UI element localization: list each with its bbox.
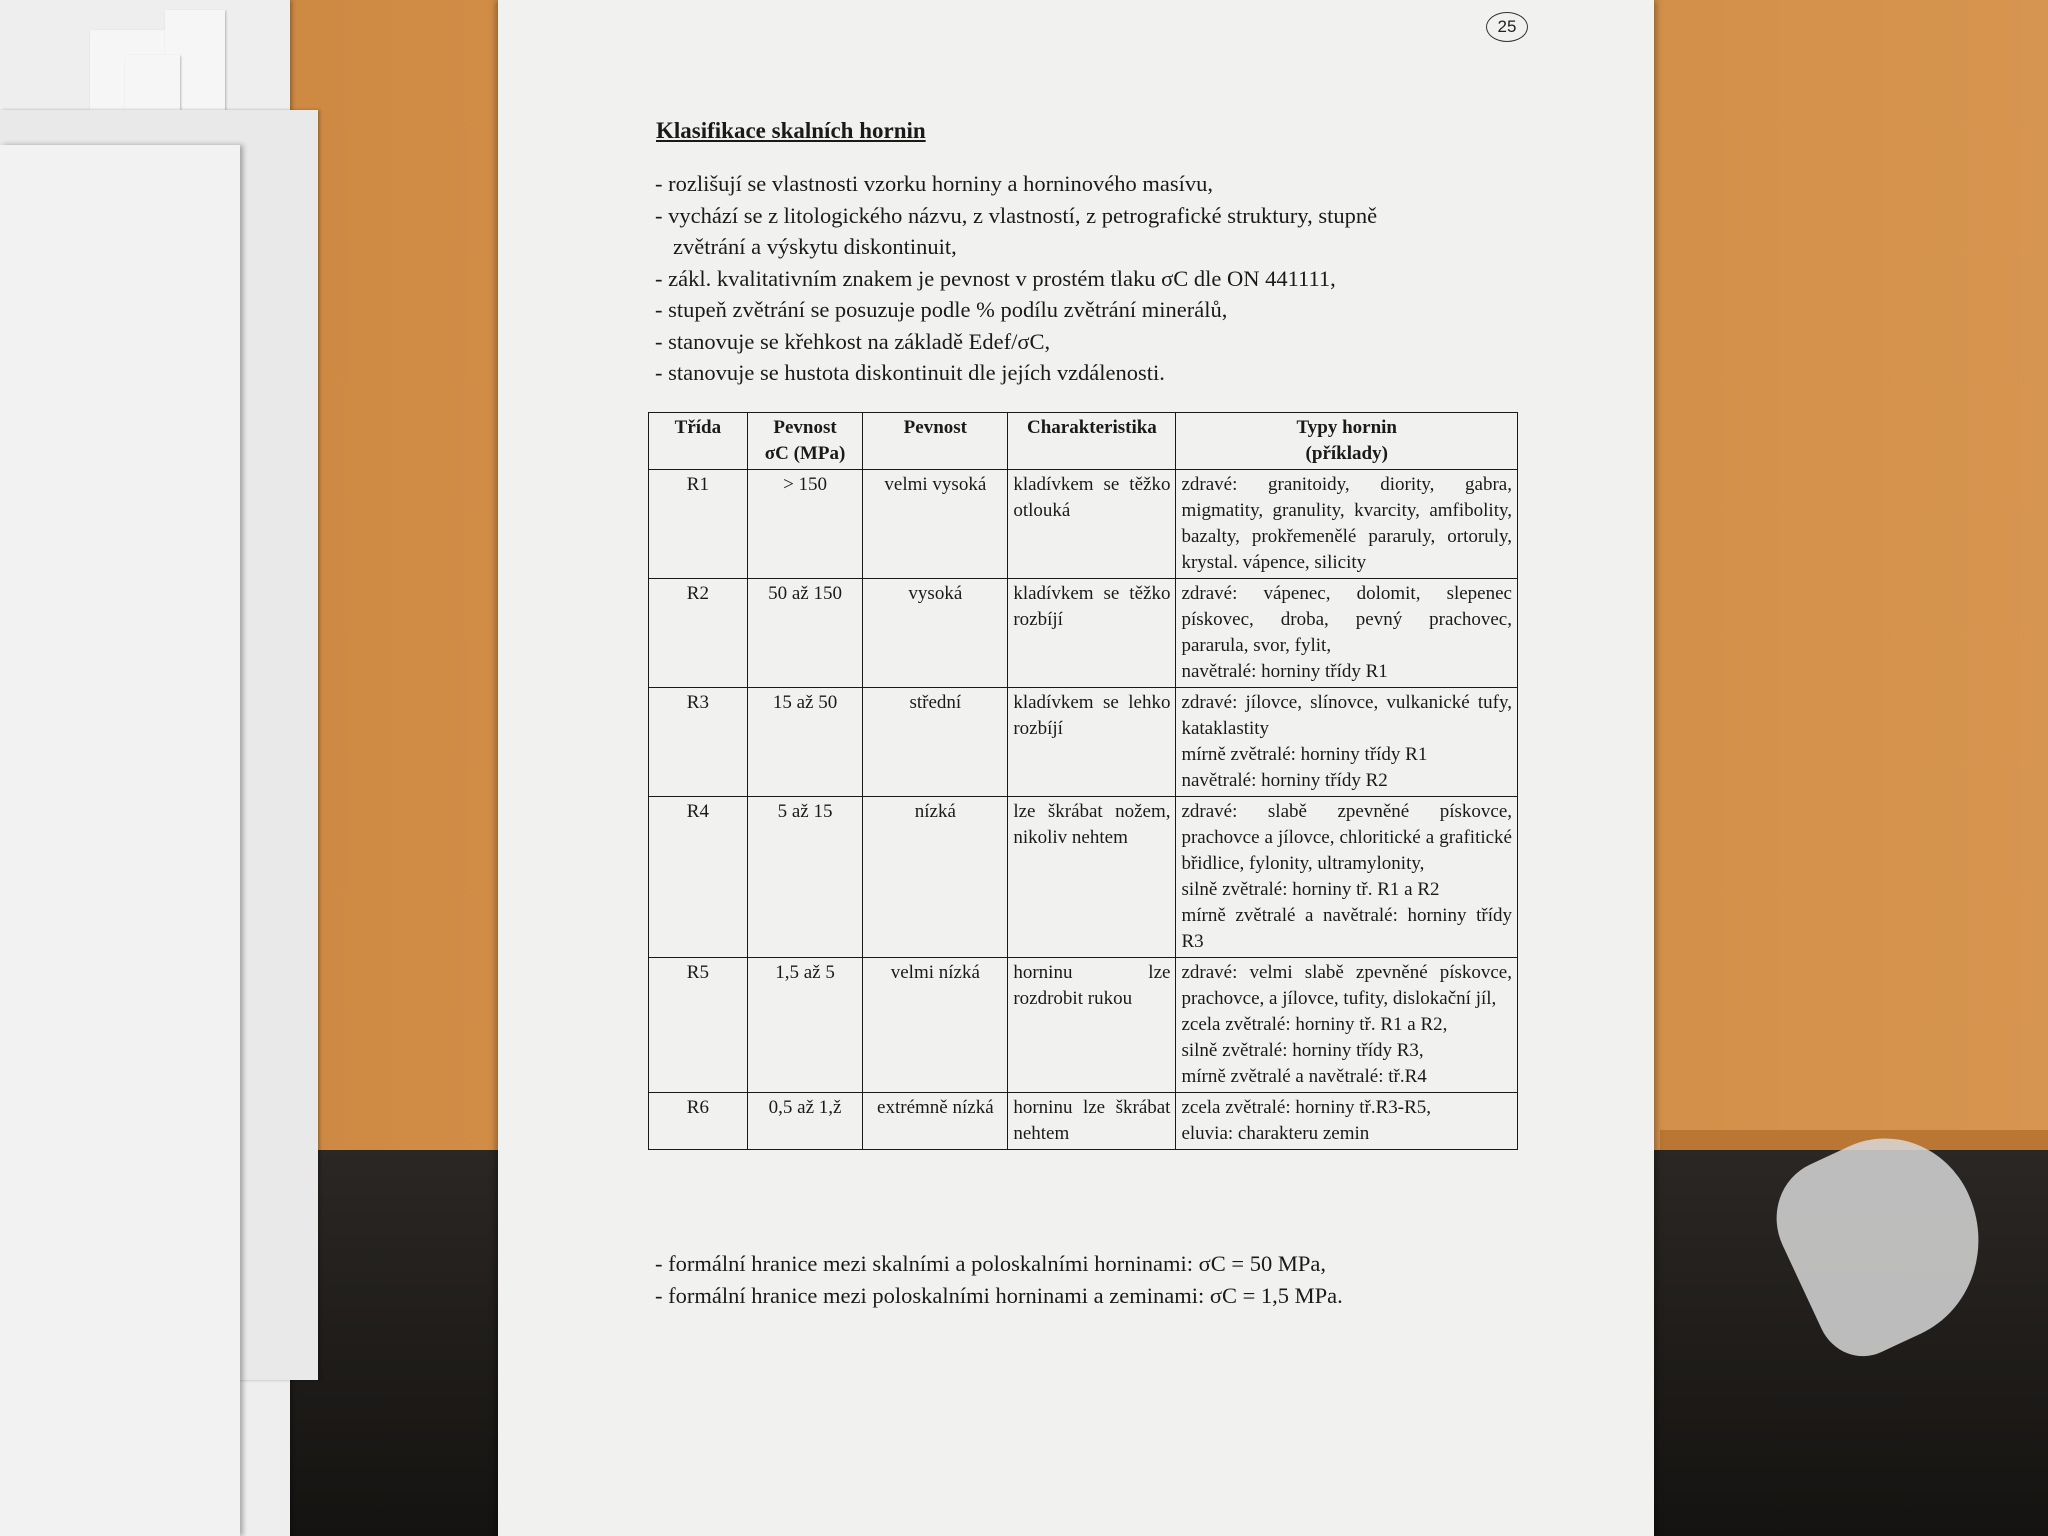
bullet-item: - vychází se z litologického názvu, z vlastností, z petrografické struktury, stupně [655, 202, 1378, 228]
header-pevnost-mpa [747, 413, 863, 470]
cell-charakteristika: kladívkem se lehko rozbíjí [1008, 688, 1176, 797]
table-row [649, 579, 1518, 688]
rock-classification-table [648, 412, 1518, 1150]
cell-trida: R2 [649, 579, 748, 688]
cell-pevnost: nízká [863, 797, 1008, 958]
cell-typy-line: zcela zvětralé: horniny tř. R1 a R2, [1181, 1014, 1448, 1035]
cell-sigma: 50 až 150 [747, 579, 863, 688]
bullet-list [655, 168, 1535, 389]
cell-typy-line: navětralé: horniny třídy R1 [1181, 661, 1388, 682]
table-row [649, 470, 1518, 579]
table-row [649, 1093, 1518, 1150]
cell-sigma: > 150 [747, 470, 863, 579]
cell-pevnost: extrémně nízká [863, 1093, 1008, 1150]
cell-typy-line: eluvia: charakteru zemin [1181, 1123, 1370, 1144]
cell-typy-line: zdravé: vápenec, dolomit, slepenec pískovec, droba, pevný prachovec, pararula, svor, fylit, [1181, 583, 1512, 656]
cell-charakteristika: horninu lze rozdrobit rukou [1008, 958, 1176, 1093]
header-pevnost: Pevnost [863, 413, 1008, 470]
cell-typy-line: mírně zvětralé: horniny třídy R1 [1181, 744, 1428, 765]
cell-trida: R4 [649, 797, 748, 958]
cell-typy-line: zdravé: granitoidy, diority, gabra, migmatity, granulity, kvarcity, amfibolity, bazalty, prokřemenělé pararuly, ortoruly, krystal. vápence, silicity [1181, 474, 1512, 573]
cell-typy-line: zdravé: slabě zpevněné pískovce, prachovce a jílovce, chloritické a grafitické břidlice, fylonity, ultramylonity, [1181, 801, 1512, 874]
cell-sigma: 15 až 50 [747, 688, 863, 797]
cell-pevnost: vysoká [863, 579, 1008, 688]
cell-typy-line: mírně zvětralé a navětralé: tř.R4 [1181, 1066, 1427, 1087]
cell-sigma: 0,5 až 1,ž [747, 1093, 863, 1150]
cell-pevnost: velmi nízká [863, 958, 1008, 1093]
cell-charakteristika: lze škrábat nožem, nikoliv nehtem [1008, 797, 1176, 958]
footer-note: - formální hranice mezi skalními a poloskalními horninami: σC = 50 MPa, [655, 1251, 1326, 1276]
paper-stack-front-sheet [0, 145, 240, 1536]
cell-typy-line: navětralé: horniny třídy R2 [1181, 770, 1388, 791]
page-title: Klasifikace skalních hornin [656, 118, 926, 143]
bullet-item: - rozlišují se vlastnosti vzorku horniny a horninového masívu, [655, 171, 1214, 196]
cell-charakteristika: kladívkem se těžko otlouká [1008, 470, 1176, 579]
cell-trida: R6 [649, 1093, 748, 1150]
header-typy-line1: Typy hornin [1296, 417, 1397, 438]
header-trida: Třída [649, 413, 748, 470]
table-row [649, 797, 1518, 958]
cell-charakteristika: kladívkem se těžko rozbíjí [1008, 579, 1176, 688]
cell-charakteristika: horninu lze škrábat nehtem [1008, 1093, 1176, 1150]
cell-typy-line: silně zvětralé: horniny tř. R1 a R2 [1181, 879, 1440, 900]
document-page [498, 0, 1654, 1536]
cell-typy-line: zdravé: velmi slabě zpevněné pískovce, prachovce, a jílovce, tufity, dislokační jíl, [1181, 962, 1512, 1009]
cell-sigma: 1,5 až 5 [747, 958, 863, 1093]
cell-typy [1176, 958, 1518, 1093]
cell-typy-line: zcela zvětralé: horniny tř.R3-R5, [1181, 1097, 1432, 1118]
cell-sigma: 5 až 15 [747, 797, 863, 958]
header-pevnost-mpa-line1: Pevnost [773, 417, 837, 438]
table-header-row [649, 413, 1518, 470]
cell-trida: R3 [649, 688, 748, 797]
footer-note: - formální hranice mezi poloskalními horninami a zeminami: σC = 1,5 MPa. [655, 1282, 1343, 1308]
cell-typy-line: silně zvětralé: horniny třídy R3, [1181, 1040, 1424, 1061]
cell-typy-line: zdravé: jílovce, slínovce, vulkanické tufy, kataklastity [1181, 692, 1512, 739]
cell-typy-line: mírně zvětralé a navětralé: horniny třídy R3 [1181, 905, 1512, 952]
bullet-item: - stanovuje se hustota diskontinuit dle jejích vzdálenosti. [655, 360, 1165, 385]
footer-notes [655, 1248, 1535, 1311]
table-row [649, 958, 1518, 1093]
bullet-item-continuation: zvětrání a výskytu diskontinuit, [673, 234, 957, 259]
bullet-item: - stupeň zvětrání se posuzuje podle % podílu zvětrání minerálů, [655, 297, 1228, 322]
cell-typy [1176, 579, 1518, 688]
cell-typy [1176, 1093, 1518, 1150]
header-typy-line2: (příklady) [1305, 443, 1388, 464]
header-charakteristika: Charakteristika [1008, 413, 1176, 470]
table-row [649, 688, 1518, 797]
cell-typy [1176, 688, 1518, 797]
cell-pevnost: velmi vysoká [863, 470, 1008, 579]
header-typy-hornin [1176, 413, 1518, 470]
header-pevnost-mpa-line2: σC (MPa) [764, 443, 846, 464]
cell-typy [1176, 470, 1518, 579]
bullet-item: - zákl. kvalitativním znakem je pevnost v prostém tlaku σC dle ON 441111, [655, 265, 1336, 291]
page-number: 25 [1486, 12, 1528, 42]
cell-typy [1176, 797, 1518, 958]
cell-trida: R5 [649, 958, 748, 1093]
cell-trida: R1 [649, 470, 748, 579]
cell-pevnost: střední [863, 688, 1008, 797]
bullet-item: - stanovuje se křehkost na základě Edef/σC, [655, 328, 1051, 354]
